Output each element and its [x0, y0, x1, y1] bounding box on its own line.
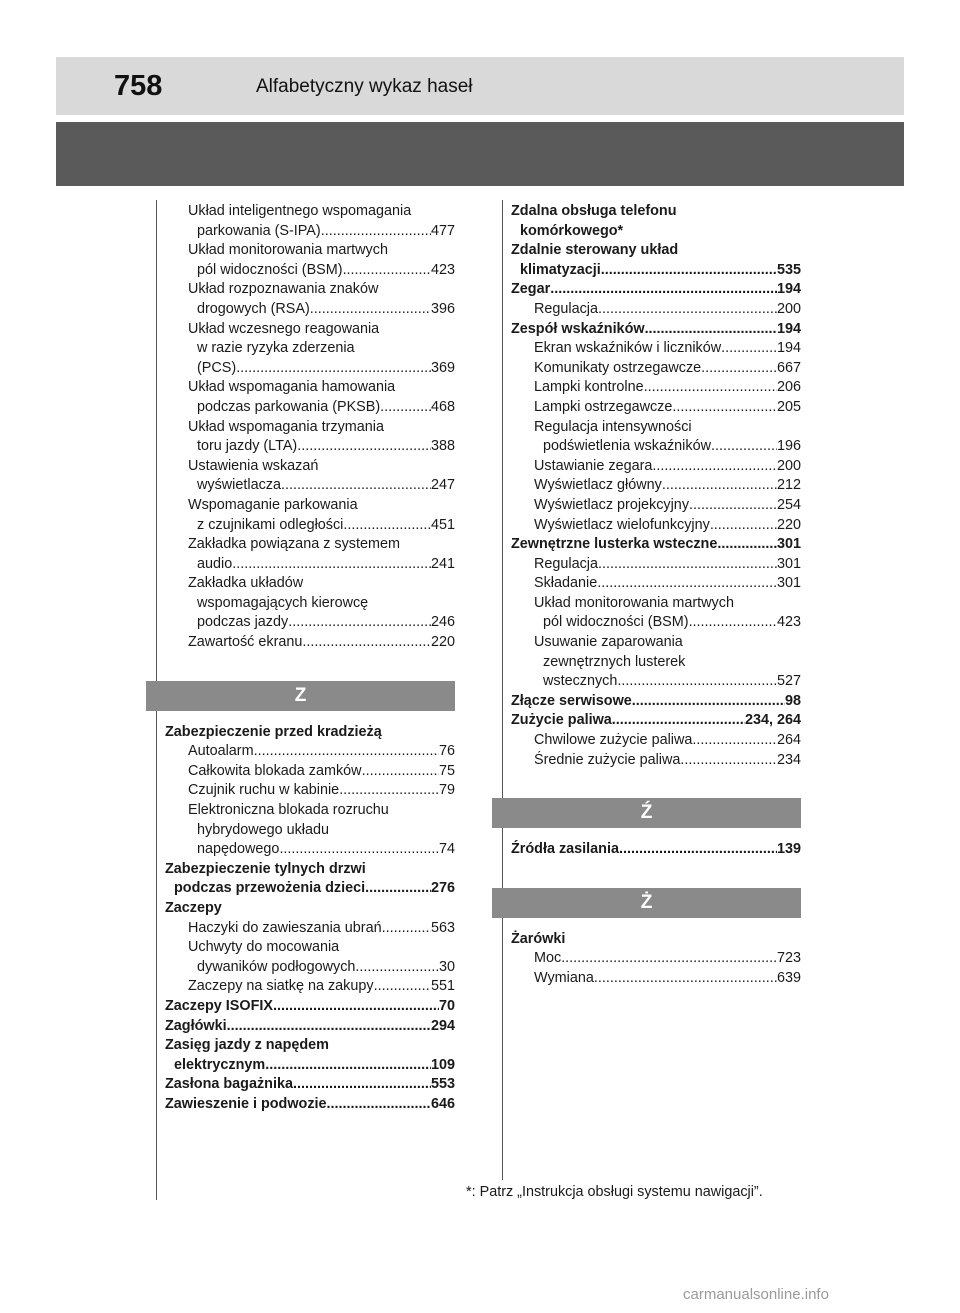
dot-leader	[362, 762, 439, 782]
index-entry	[165, 879, 455, 899]
index-entry-page: 301	[776, 555, 801, 572]
index-entry-text: podczas jazdy	[197, 614, 289, 631]
index-entry-text: z czujnikami odległości	[197, 516, 344, 533]
index-entry	[165, 437, 455, 457]
index-entry-text: Zawartość ekranu	[188, 634, 303, 651]
index-entry-text: Zasłona bagażnika	[165, 1076, 293, 1093]
index-entry-text: Układ wspomagania trzymania	[188, 418, 384, 435]
index-entry-text: Wymiana	[534, 970, 594, 986]
index-entry-page: 294	[430, 1017, 455, 1034]
index-entry	[511, 613, 801, 633]
dot-leader	[598, 555, 777, 575]
index-entry	[511, 516, 801, 536]
index-entry	[511, 261, 801, 281]
index-entry-page: 477	[430, 222, 455, 239]
index-entry-page: 74	[438, 841, 455, 858]
index-entry-text: Zakładka układów	[188, 575, 304, 592]
index-entry	[511, 222, 801, 242]
index-entry	[165, 840, 455, 860]
index-entry-page: 535	[776, 261, 801, 278]
index-entry-text: Czujnik ruchu w kabinie	[188, 782, 340, 799]
index-entry-page: 196	[776, 438, 801, 455]
index-entry-text: Zdalna obsługa telefonu	[511, 203, 677, 219]
index-entry-text: w razie ryzyka zderzenia	[197, 340, 355, 357]
index-entry-text: komórkowego*	[520, 222, 624, 239]
dot-leader	[355, 958, 439, 978]
dot-leader	[232, 555, 431, 575]
index-entry-text: Zawieszenie i podwozie	[165, 1095, 327, 1112]
index-entry-page: 79	[438, 782, 455, 799]
index-entry	[511, 653, 801, 673]
index-entry-text: wspomagających kierowcę	[197, 594, 369, 611]
index-entry	[165, 613, 455, 633]
index-entry-text: Zagłówki	[165, 1017, 227, 1034]
index-entry-text: podświetlenia wskaźników	[543, 438, 711, 455]
index-entry-text: Zewnętrzne lusterka wsteczne	[511, 536, 718, 553]
dot-leader	[711, 437, 777, 457]
dot-leader	[339, 781, 439, 801]
index-entry	[165, 496, 455, 516]
index-entry-page: 220	[776, 516, 801, 533]
index-entry	[511, 241, 801, 261]
index-entry	[511, 320, 801, 340]
index-entry-page: 194	[776, 281, 801, 298]
index-entry-page: 205	[776, 398, 801, 415]
index-entry	[165, 977, 455, 997]
index-entry-text: Uchwyty do mocowania	[188, 939, 340, 956]
dot-leader	[632, 692, 785, 712]
index-entry	[511, 574, 801, 594]
index-entry	[511, 731, 801, 751]
index-entry	[165, 723, 455, 743]
page-number: 758	[114, 70, 163, 102]
index-entry	[511, 840, 801, 860]
dot-leader	[265, 1056, 431, 1076]
index-entry	[165, 535, 455, 555]
index-entry-text: Zespół wskaźników	[511, 320, 645, 337]
index-entry	[511, 418, 801, 438]
index-entry-text: pól widoczności (BSM)	[543, 614, 689, 631]
dot-leader	[254, 742, 439, 762]
dot-leader	[321, 222, 431, 242]
index-entry-text: Układ inteligentnego wspomagania	[188, 203, 412, 219]
index-entry-text: napędowego	[197, 841, 280, 858]
index-entry	[165, 781, 455, 801]
index-entry-page: 551	[430, 978, 455, 995]
index-entry-page: 98	[784, 692, 801, 709]
index-entry	[165, 359, 455, 379]
index-column-right	[511, 202, 801, 989]
index-entry	[165, 574, 455, 594]
index-entry	[511, 949, 801, 969]
dot-leader	[550, 280, 777, 300]
index-entry	[165, 997, 455, 1017]
index-entry	[511, 692, 801, 712]
index-entry-text: Żarówki	[511, 930, 566, 947]
index-entry	[511, 300, 801, 320]
index-entry-text: Moc	[534, 950, 562, 967]
index-column-left	[165, 202, 455, 1115]
index-entry	[165, 202, 455, 222]
dot-leader	[293, 1075, 431, 1095]
index-entry	[165, 320, 455, 340]
dot-leader	[382, 919, 431, 939]
index-entry	[165, 633, 455, 653]
dot-leader	[297, 437, 431, 457]
index-entry-page: 220	[430, 634, 455, 651]
index-entry-text: Regulacja	[534, 300, 598, 317]
dot-leader	[227, 1017, 431, 1037]
index-entry-text: Układ wspomagania hamowania	[188, 379, 396, 396]
index-entry-page: 646	[430, 1095, 455, 1112]
index-entry-text: podczas przewożenia dzieci	[174, 880, 366, 897]
dot-leader	[380, 398, 431, 418]
index-entry	[511, 437, 801, 457]
index-entry-page: 75	[438, 762, 455, 779]
index-entry-text: Układ wczesnego reagowania	[188, 320, 380, 337]
index-entry-page: 247	[430, 477, 455, 494]
index-entry-page: 70	[438, 997, 455, 1014]
index-entry-text: Lampki ostrzegawcze	[534, 398, 673, 415]
index-entry-page: 254	[776, 496, 801, 513]
dot-leader	[597, 574, 777, 594]
index-entry-text: Wyświetlacz główny	[534, 477, 662, 494]
index-entry-text: Zabezpieczenie przed kradzieżą	[165, 723, 382, 740]
index-entry-text: Zaczepy ISOFIX	[165, 997, 273, 1014]
index-entry-page: 109	[430, 1056, 455, 1073]
index-entry-page: 241	[430, 555, 455, 572]
dot-leader	[672, 398, 777, 418]
index-entry-text: toru jazdy (LTA)	[197, 438, 298, 455]
dot-leader	[281, 476, 431, 496]
index-entry-page: 639	[776, 970, 801, 986]
index-entry	[165, 476, 455, 496]
index-entry	[511, 496, 801, 516]
index-entry-text: podczas parkowania (PKSB)	[197, 398, 381, 415]
watermark: carmanualsonline.info	[683, 1286, 829, 1303]
index-entry-text: Chwilowe zużycie paliwa	[534, 732, 693, 749]
dot-leader	[617, 672, 777, 692]
dot-leader	[689, 496, 777, 516]
index-entry	[165, 261, 455, 281]
index-entry-text: wstecznych	[543, 673, 618, 690]
index-entry	[165, 594, 455, 614]
index-entry-page: 206	[776, 379, 801, 396]
index-entry	[511, 535, 801, 555]
index-entry	[165, 1036, 455, 1056]
dot-leader	[273, 997, 439, 1017]
index-entry	[511, 202, 801, 222]
dot-leader	[652, 457, 777, 477]
index-entry-page: 139	[776, 841, 801, 858]
index-entry-text: Wyświetlacz projekcyjny	[534, 496, 690, 513]
index-entry	[511, 751, 801, 771]
index-entry-text: Regulacja intensywności	[534, 418, 692, 435]
index-entry-text: elektrycznym	[174, 1056, 266, 1073]
index-entry-text: Elektroniczna blokada rozruchu	[188, 802, 389, 819]
index-entry-page: 301	[776, 536, 801, 553]
index-entry-page: 301	[776, 575, 801, 592]
index-entry-text: Zakładka powiązana z systemem	[188, 536, 400, 553]
index-entry	[165, 860, 455, 880]
index-entry	[165, 241, 455, 261]
index-entry-text: audio	[197, 555, 233, 572]
index-entry-page: 396	[430, 300, 455, 317]
index-entry	[165, 938, 455, 958]
dot-leader	[327, 1095, 431, 1115]
index-entry	[511, 280, 801, 300]
index-entry-page: 468	[430, 398, 455, 415]
index-entry-page: 451	[430, 516, 455, 533]
index-entry-text: Zaczepy	[165, 900, 222, 916]
index-entry	[165, 742, 455, 762]
header-band	[56, 122, 904, 186]
page-header	[56, 57, 904, 115]
index-entry	[165, 899, 455, 919]
index-entry-page: 194	[776, 320, 801, 337]
index-entry-page: 723	[776, 950, 801, 967]
index-entry	[165, 958, 455, 978]
index-entry-text: Źródła zasilania	[511, 841, 619, 858]
index-entry-text: Regulacja	[534, 555, 598, 572]
index-entry-text: pól widoczności (BSM)	[197, 261, 343, 278]
index-entry	[165, 801, 455, 821]
index-entry-page: 234	[776, 751, 801, 768]
index-entry-text: Lampki kontrolne	[534, 379, 644, 396]
index-entry-text: (PCS)	[197, 359, 237, 376]
section-header: Z	[146, 681, 455, 711]
index-entry-text: Komunikaty ostrzegawcze	[534, 359, 702, 376]
index-entry-page: 388	[430, 438, 455, 455]
index-entry-page: 264	[776, 732, 801, 749]
middle-column-rule	[502, 200, 503, 1180]
index-entry-text: Zaczepy na siatkę na zakupy	[188, 978, 374, 995]
index-entry-text: zewnętrznych lusterek	[543, 653, 686, 670]
dot-leader	[365, 879, 431, 899]
index-entry	[165, 457, 455, 477]
index-entry	[165, 919, 455, 939]
dot-leader	[310, 300, 431, 320]
index-entry	[165, 378, 455, 398]
index-entry	[165, 418, 455, 438]
index-entry-text: Usuwanie zaparowania	[534, 634, 683, 651]
dot-leader	[302, 633, 431, 653]
index-entry-text: dywaników podłogowych	[197, 958, 356, 975]
index-entry	[165, 1017, 455, 1037]
dot-leader	[689, 613, 777, 633]
section-header: Ź	[492, 798, 801, 828]
dot-leader	[279, 840, 439, 860]
index-entry	[165, 555, 455, 575]
index-entry-page: 200	[776, 457, 801, 474]
dot-leader	[644, 378, 777, 398]
dot-leader	[680, 751, 777, 771]
dot-leader	[721, 339, 777, 359]
index-entry-page: 369	[430, 359, 455, 376]
index-entry	[511, 633, 801, 653]
index-entry-text: Średnie zużycie paliwa	[534, 751, 681, 768]
index-entry	[165, 222, 455, 242]
index-entry	[511, 359, 801, 379]
index-entry-text: Zabezpieczenie tylnych drzwi	[165, 860, 366, 877]
dot-leader	[594, 969, 777, 989]
index-entry	[165, 398, 455, 418]
index-entry-page: 194	[776, 340, 801, 357]
index-entry-text: Autoalarm	[188, 743, 254, 760]
index-entry-text: Zdalnie sterowany układ	[511, 242, 679, 259]
index-entry-text: hybrydowego układu	[197, 821, 330, 838]
index-entry	[165, 516, 455, 536]
index-entry-text: Złącze serwisowe	[511, 692, 632, 709]
index-entry-text: drogowych (RSA)	[197, 300, 310, 317]
index-entry-text: Wyświetlacz wielofunkcyjny	[534, 516, 710, 533]
dot-leader	[288, 613, 431, 633]
index-entry	[511, 930, 801, 950]
index-entry-text: Składanie	[534, 575, 598, 592]
section-header: Ż	[492, 888, 801, 918]
dot-leader	[374, 977, 431, 997]
index-entry-text: Układ rozpoznawania znaków	[188, 281, 379, 298]
index-entry	[165, 1095, 455, 1115]
index-entry	[165, 339, 455, 359]
index-entry	[511, 457, 801, 477]
index-entry-text: Zużycie paliwa	[511, 712, 612, 729]
index-entry-page: 667	[776, 359, 801, 376]
dot-leader	[612, 711, 745, 731]
index-entry	[511, 672, 801, 692]
index-entry	[165, 1075, 455, 1095]
dot-leader	[717, 535, 777, 555]
index-entry	[511, 378, 801, 398]
index-entry	[511, 339, 801, 359]
index-entry-text: Zasięg jazdy z napędem	[165, 1037, 329, 1054]
dot-leader	[236, 359, 431, 379]
index-entry-text: Haczyki do zawieszania ubrań	[188, 919, 382, 936]
page-title: Alfabetyczny wykaz haseł	[256, 76, 473, 97]
index-entry	[511, 969, 801, 989]
index-entry-page: 553	[430, 1076, 455, 1093]
dot-leader	[619, 840, 777, 860]
index-entry	[165, 280, 455, 300]
index-entry	[511, 711, 801, 731]
index-entry	[165, 1056, 455, 1076]
index-entry-page: 234, 264	[744, 712, 801, 729]
dot-leader	[701, 359, 777, 379]
footnote: *: Patrz „Instrukcja obsługi systemu nawigacji”.	[466, 1184, 763, 1200]
index-entry-page: 246	[430, 614, 455, 631]
index-entry-page: 276	[430, 880, 455, 897]
index-entry-text: Ekran wskaźników i liczników	[534, 340, 722, 357]
index-entry-text: klimatyzacji	[520, 261, 601, 278]
dot-leader	[343, 516, 431, 536]
index-entry	[165, 762, 455, 782]
dot-leader	[645, 320, 777, 340]
index-entry-text: Ustawianie zegara	[534, 457, 653, 474]
index-entry	[511, 555, 801, 575]
dot-leader	[662, 476, 777, 496]
index-entry-page: 30	[438, 958, 455, 975]
index-entry-page: 563	[430, 919, 455, 936]
index-entry	[165, 300, 455, 320]
index-entry-text: parkowania (S-IPA)	[197, 222, 321, 239]
index-entry-text: Całkowita blokada zamków	[188, 762, 362, 779]
index-entry-text: wyświetlacza	[197, 477, 281, 494]
dot-leader	[710, 516, 777, 536]
dot-leader	[692, 731, 777, 751]
index-entry-page: 200	[776, 300, 801, 317]
index-entry-text: Ustawienia wskazań	[188, 457, 319, 474]
index-entry-page: 76	[438, 743, 455, 760]
index-entry-text: Wspomaganie parkowania	[188, 496, 358, 513]
index-entry	[511, 594, 801, 614]
index-entry	[511, 398, 801, 418]
index-entry	[511, 476, 801, 496]
index-entry-text: Zegar	[511, 281, 551, 298]
index-entry	[165, 821, 455, 841]
index-entry-page: 423	[776, 614, 801, 631]
dot-leader	[598, 300, 777, 320]
dot-leader	[561, 949, 777, 969]
dot-leader	[601, 261, 777, 281]
index-entry-page: 527	[776, 673, 801, 690]
index-entry-text: Układ monitorowania martwych	[534, 594, 734, 611]
dot-leader	[343, 261, 431, 281]
index-entry-text: Układ monitorowania martwych	[188, 242, 388, 259]
index-entry-page: 423	[430, 261, 455, 278]
index-entry-page: 212	[776, 477, 801, 494]
